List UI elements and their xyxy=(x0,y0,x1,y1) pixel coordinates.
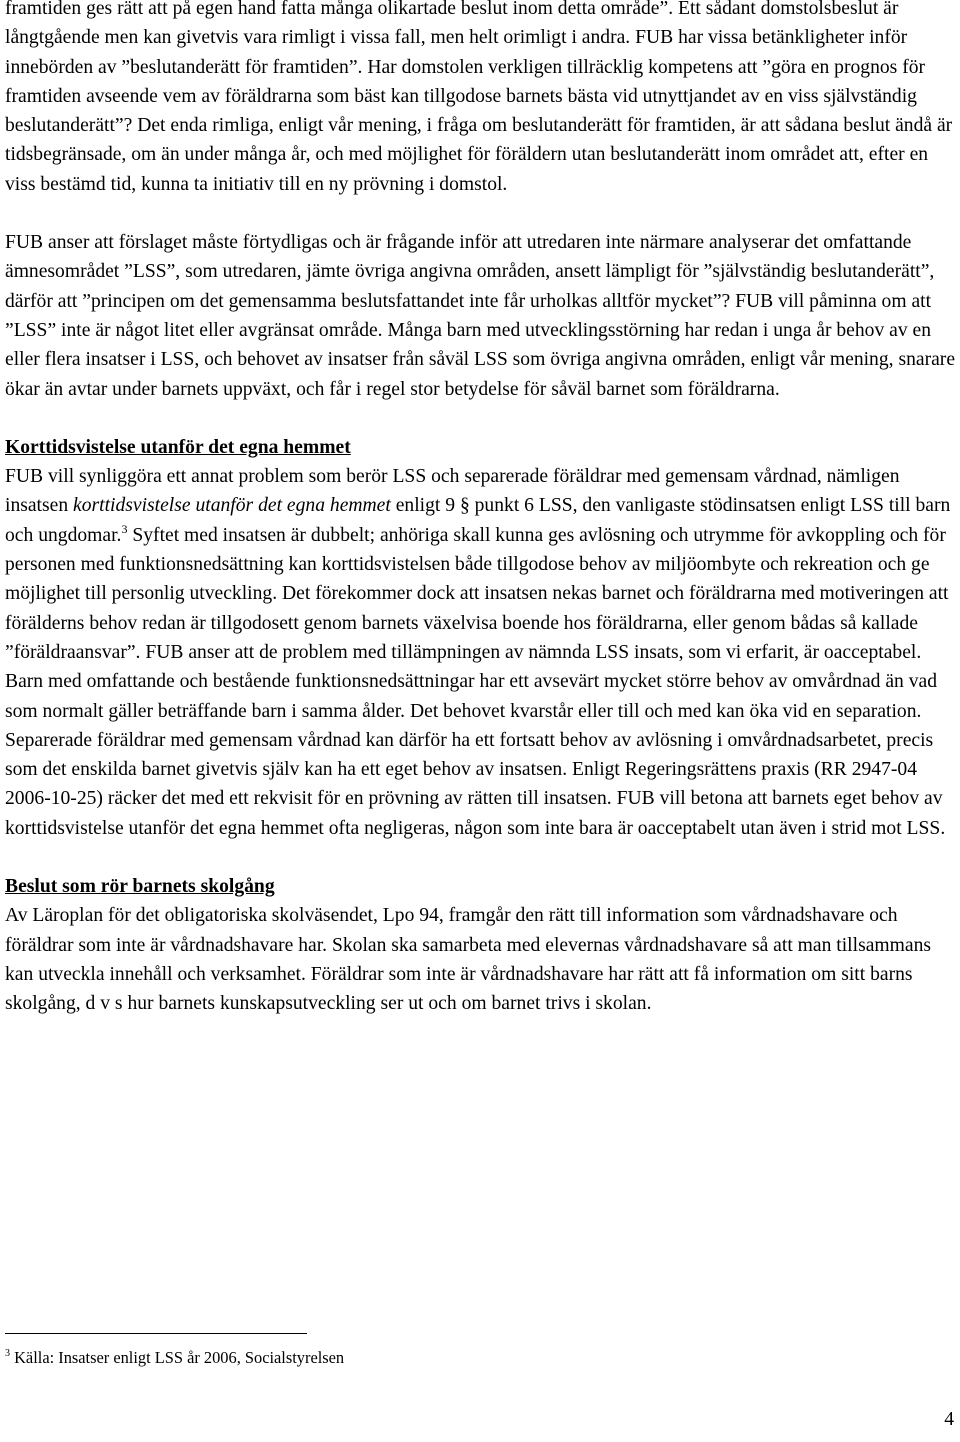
italic-term: korttidsvistelse utanför det egna hemmet xyxy=(73,495,391,517)
paragraph-spacer xyxy=(5,404,955,433)
text-run: FUB vill synliggöra ett annat problem som berör LSS och separerade föräldrar med gemensam vårdnad, nämligen insatsen xyxy=(5,466,900,517)
footnote-separator xyxy=(5,1333,307,1334)
body-paragraph-korttidsvistelse xyxy=(5,462,955,843)
text-run: enligt 9 § punkt 6 LSS, den vanligaste stödinsatsen enligt LSS till barn och ungdomar. xyxy=(5,495,951,546)
section-heading-skolgang: Beslut som rör barnets skolgång xyxy=(5,876,275,898)
section-skolgang xyxy=(5,872,955,1018)
footnote-text: Källa: Insatser enligt LSS år 2006, Socialstyrelsen xyxy=(10,1348,345,1367)
text-run: Syftet med insatsen är dubbelt; anhöriga skall kunna ges avlösning och utrymme för avkoppling och för personen med funktionsnedsättning kan korttidsvistelsen både tillgodose behov av miljöombyte och rekreation och ge möjlighet till personlig utveckling. Det förekommer dock att insatsen nekas barnet och föräldrarna med motiveringen att förälderns behov redan är tillgodosett genom barnets växelvisa boende hos föräldrarna, eller genom bådas så kallade ”föräldraansvar”. FUB anser att de problem med tillämpningen av nämnda LSS insats, som vi erfarit, är oacceptabel. Barn med omfattande och bestående funktionsnedsättningar har ett avsevärt mycket större behov av omvårdnad än vad som normalt gäller beträffande barn i samma ålder. Det behovet kvarstår eller till och med kan öka vid en separation. Separerade föräldrar med gemensam vårdnad kan därför ha ett fortsatt behov av avlösning i omvårdnadsarbetet, precis som det enskilda barnet givetvis själv kan ha ett eget behov av insatsen. Enligt Regeringsrättens praxis (RR 2947-04 2006-10-25) räcker det med ett rekvisit för en prövning av rätten till insatsen. FUB vill betona att barnets eget behov av korttidsvistelse utanför det egna hemmet ofta negligeras, någon som inte bara är oacceptabelt utan även i strid mot LSS. xyxy=(5,524,949,839)
document-page xyxy=(5,0,955,1019)
body-paragraph-beslutanderatt: framtiden ges rätt att på egen hand fatta många olikartade beslut inom detta område”. Ett sådant domstolsbeslut är långtgående men kan givetvis vara rimligt i vissa fall, men helt orimligt i andra. FUB har vissa betänkligheter inför innebörden av ”beslutanderätt för framtiden”. Har domstolen verkligen tillräcklig kompetens att ”göra en prognos för framtiden avseende vem av föräldrarna som bäst kan tillgodose barnets bästa vid utnyttjandet av en viss självständig beslutanderätt”? Det enda rimliga, enligt vår mening, i fråga om beslutanderätt för framtiden, är att sådana beslut ändå är tidsbegränsade, om än under många år, och med möjlighet för föräldern utan beslutanderätt inom området att, efter en viss bestämd tid, kunna ta initiativ till en ny prövning i domstol. xyxy=(5,0,953,195)
footnote xyxy=(5,1346,344,1370)
paragraph-spacer xyxy=(5,843,955,872)
body-paragraph-lss: FUB anser att förslaget måste förtydligas och är frågande inför att utredaren inte närmare analyserar det omfattande ämnesområdet ”LSS”, som utredaren, jämte övriga angivna områden, ansett lämpligt för ”självständig beslutanderätt”, därför att ”principen om det gemensamma beslutsfattandet inte får urholkas alltför mycket”? FUB vill påminna om att ”LSS” inte är något litet eller avgränsat område. Många barn med utvecklingsstörning har redan i unga år behov av en eller flera insatser i LSS, och behovet av insatser från såväl LSS som övriga angivna områden, enligt vår mening, snarare ökar än avtar under barnets uppväxt, och får i regel stor betydelse för såväl barnet som föräldrarna. xyxy=(5,232,956,400)
paragraph-spacer xyxy=(5,199,955,228)
section-korttidsvistelse xyxy=(5,433,955,843)
page-number: 4 xyxy=(944,1409,954,1430)
footnote-number: 3 xyxy=(5,1348,10,1359)
footnote-reference[interactable]: 3 xyxy=(121,521,128,536)
body-paragraph-skolgang: Av Läroplan för det obligatoriska skolväsendet, Lpo 94, framgår den rätt till information som vårdnadshavare och föräldrar som inte är vårdnadshavare har. Skolan ska samarbeta med elevernas vårdnadshavare så att man tillsammans kan utveckla innehåll och verksamhet. Föräldrar som inte är vårdnadshavare har rätt att få information om sitt barns skolgång, d v s hur barnets kunskapsutveckling ser ut och om barnet trivs i skolan. xyxy=(5,905,931,1015)
section-heading-korttidsvistelse: Korttidsvistelse utanför det egna hemmet xyxy=(5,436,351,458)
